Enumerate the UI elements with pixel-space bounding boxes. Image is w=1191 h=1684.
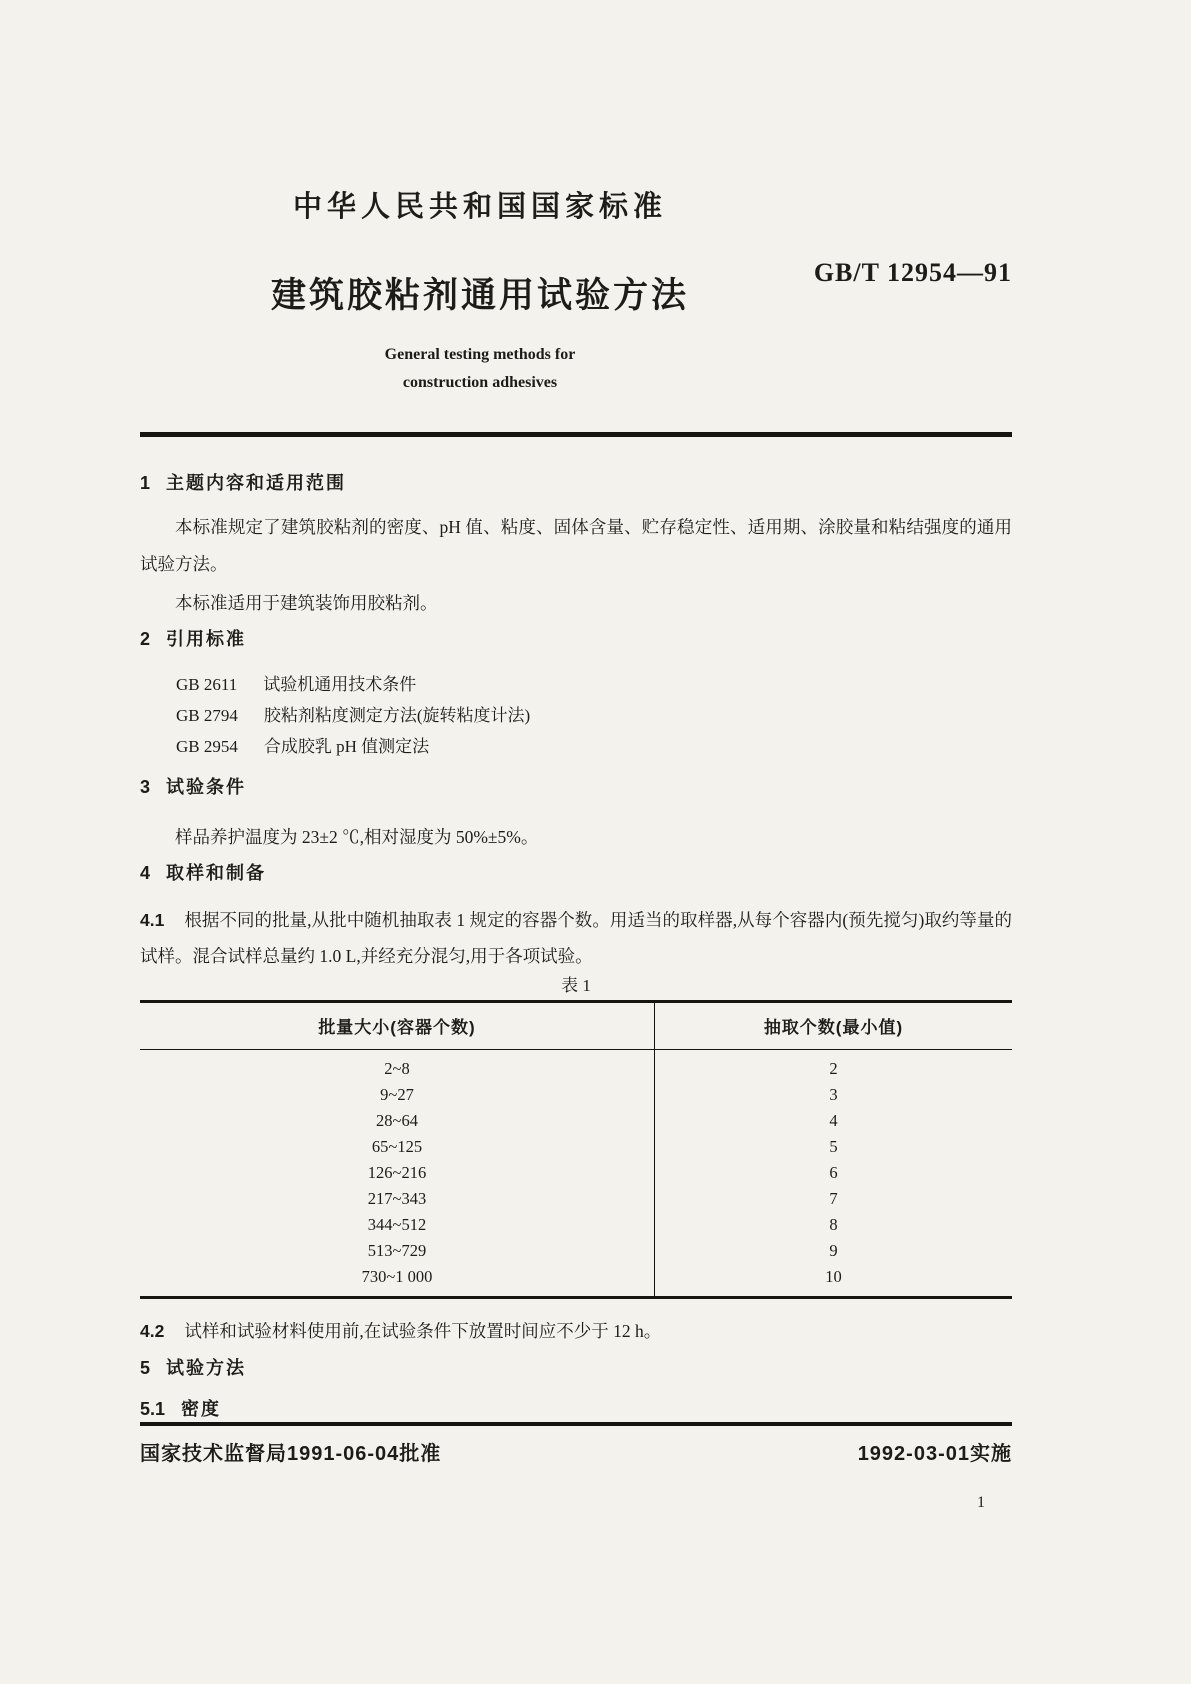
cell-batch-range: 28~64	[140, 1108, 654, 1134]
standard-number: GB/T 12954—91	[813, 258, 1012, 287]
scope-paragraph-1: 本标准规定了建筑胶粘剂的密度、pH 值、粘度、固体含量、贮存稳定性、适用期、涂胶量和粘结强度的通用试验方法。	[140, 516, 1012, 574]
table-row	[140, 1186, 1012, 1212]
reference-text: 试验机通用技术条件	[263, 674, 417, 694]
list-item	[176, 700, 1012, 731]
table-row	[140, 1264, 1012, 1298]
cell-sample-count: 3	[829, 1084, 838, 1104]
cell-sample-count: 8	[829, 1214, 838, 1234]
table-row	[140, 1160, 1012, 1186]
cell-sample-count: 2	[829, 1058, 838, 1078]
section-3-number: 3	[140, 776, 151, 797]
cell-sample-count: 4	[829, 1110, 838, 1130]
conditions-paragraph: 样品养护温度为 23±2 ℃,相对湿度为 50%±5%。	[175, 827, 539, 848]
section-test-methods	[140, 1357, 1012, 1422]
table-header-row	[140, 1001, 1012, 1049]
list-item	[176, 731, 1012, 762]
section-scope	[140, 472, 1012, 621]
reference-list	[140, 669, 1012, 762]
table-row	[140, 1108, 1012, 1134]
cell-sample-count: 9	[829, 1240, 838, 1260]
section-4-title: 取样和制备	[166, 863, 267, 884]
cell-sample-count: 5	[829, 1136, 838, 1156]
sampling-table	[140, 1000, 1012, 1299]
cell-batch-range: 217~343	[140, 1186, 654, 1212]
table-row	[140, 1238, 1012, 1264]
list-item	[176, 669, 1012, 700]
section-1-number: 1	[140, 473, 151, 494]
cell-batch-range: 2~8	[140, 1049, 654, 1082]
cell-batch-range: 344~512	[140, 1212, 654, 1238]
approval-authority: 国家技术监督局1991-06-04批准	[140, 1443, 442, 1465]
reference-code: GB 2794	[176, 705, 238, 725]
section-1-title: 主题内容和适用范围	[166, 473, 347, 494]
footer-divider	[140, 1422, 1012, 1426]
reference-code: GB 2611	[176, 674, 238, 694]
section-3-title: 试验条件	[166, 776, 247, 797]
document-title: 建筑胶粘剂通用试验方法	[270, 275, 689, 315]
page-content	[140, 0, 1012, 1422]
section-references	[140, 628, 1012, 762]
clause-4-1-number: 4.1	[140, 909, 165, 930]
section-3-heading	[140, 776, 1012, 799]
reference-code: GB 2954	[176, 736, 238, 756]
table-head	[140, 1001, 1012, 1049]
cell-batch-range: 65~125	[140, 1134, 654, 1160]
standard-type-heading: 中华人民共和国国家标准	[292, 191, 667, 223]
clause-4-1	[140, 902, 1012, 974]
section-sampling	[140, 862, 1012, 1348]
section-1-heading	[140, 472, 1012, 495]
section-5-1-number: 5.1	[140, 1399, 166, 1420]
table-header-sample-count: 抽取个数(最小值)	[654, 1001, 1012, 1049]
document-footer	[140, 1422, 1012, 1466]
table-row	[140, 1049, 1012, 1082]
clause-4-2-number: 4.2	[140, 1320, 165, 1341]
table-caption: 表 1	[561, 975, 591, 995]
header-divider	[140, 432, 1012, 437]
cell-batch-range: 126~216	[140, 1160, 654, 1186]
implementation-date: 1992-03-01实施	[857, 1443, 1012, 1465]
section-5-title: 试验方法	[166, 1357, 247, 1378]
section-2-title: 引用标准	[166, 628, 247, 649]
section-4-heading	[140, 862, 1012, 885]
cell-batch-range: 9~27	[140, 1082, 654, 1108]
table-row	[140, 1082, 1012, 1108]
reference-text: 胶粘剂粘度测定方法(旋转粘度计法)	[263, 705, 531, 725]
clause-4-2	[140, 1313, 1012, 1349]
cell-sample-count: 6	[829, 1162, 838, 1182]
section-2-heading	[140, 628, 1012, 651]
section-4-number: 4	[140, 863, 151, 884]
table-body	[140, 1049, 1012, 1297]
section-5-1-heading	[140, 1398, 1012, 1421]
scope-paragraph-2: 本标准适用于建筑装饰用胶粘剂。	[175, 592, 438, 613]
clause-4-1-text: 根据不同的批量,从批中随机抽取表 1 规定的容器个数。用适当的取样器,从每个容器内(预先搅匀)取约等量的试样。混合试样总量约 1.0 L,并经充分混匀,用于各项试验。	[140, 909, 1012, 966]
section-5-heading	[140, 1357, 1012, 1380]
table-header-batch-size: 批量大小(容器个数)	[140, 1001, 654, 1049]
section-5-number: 5	[140, 1357, 151, 1378]
cell-sample-count: 10	[825, 1266, 842, 1286]
footer-row	[140, 1437, 1012, 1466]
english-title-line2: construction adhesives	[402, 373, 558, 391]
table-row	[140, 1212, 1012, 1238]
section-2-number: 2	[140, 628, 151, 649]
english-title-line1: General testing methods for	[384, 345, 576, 363]
cell-batch-range: 513~729	[140, 1238, 654, 1264]
page-number: 1	[977, 1494, 985, 1511]
document-header	[140, 0, 1012, 437]
cell-sample-count: 7	[829, 1188, 838, 1208]
reference-text: 合成胶乳 pH 值测定法	[263, 736, 430, 756]
section-test-conditions	[140, 776, 1012, 856]
clause-4-2-text: 试样和试验材料使用前,在试验条件下放置时间应不少于 12 h。	[184, 1320, 662, 1341]
section-5-1-title: 密度	[181, 1399, 222, 1420]
cell-batch-range: 730~1 000	[140, 1264, 654, 1298]
table-row	[140, 1134, 1012, 1160]
